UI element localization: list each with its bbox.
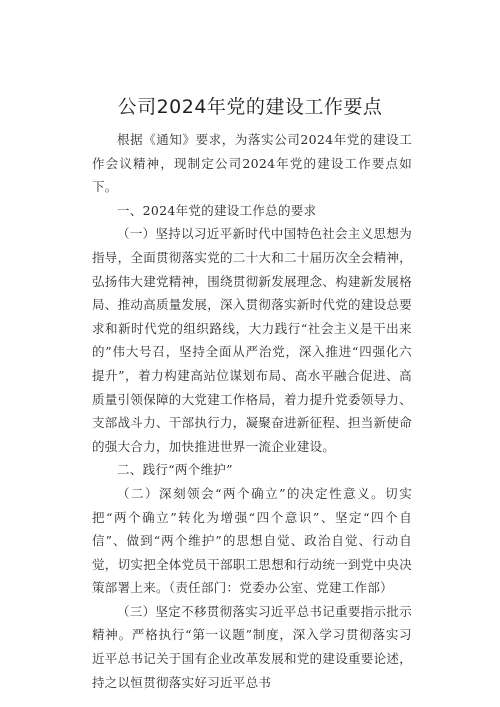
document-body [92, 128, 412, 694]
section-heading-1: 一、2024年党的建设工作总的要求 [117, 202, 317, 218]
paragraph-item-3: （三）坚定不移贯彻落实习近平总书记重要指示批示精神。严格执行“第一议题”制度，深入学习贯彻落实习近平总书记关于国有企业改革发展和党的建设重要论述，持之以恒贯彻落实好习近平总书 [92, 603, 413, 690]
paragraph-item-1: （一）坚持以习近平新时代中国特色社会主义思想为指导，全面贯彻落实党的二十大和二十届历次全会精神，弘扬伟大建党精神，围绕贯彻新发展理念、构建新发展格局、推动高质量发展，深入贯彻落实新时代党的建设总要求和新时代党的组织路线，大力践行“社会主义是干出来的”伟大号召，坚持全面从严治党，深入推进“四强化六提升”，着力构建高站位谋划布局、高水平融合促进、高质量引领保障的大党建工作格局，着力提升党委领导力、支部战斗力、干部执行力，凝聚奋进新征程、担当新使命的强大合力，加快推进世界一流企业建设。 [92, 226, 413, 454]
intro-paragraph: 根据《通知》要求，为落实公司2024年党的建设工作会议精神，现制定公司2024年党的建设工作要点如下。 [92, 132, 412, 195]
paragraph-item-2: （二）深刻领会“两个确立”的决定性意义。切实把“两个确立”转化为增强“四个意识”、坚定“四个自信”、做到“两个维护”的思想自觉、政治自觉、行动自觉，切实把全体党员干部职工思想和行动统一到党中央决策部署上来。（责任部门：党委办公室、党建工作部） [92, 485, 413, 596]
document-title: 公司2024年党的建设工作要点 [117, 96, 383, 118]
section-heading-2: 二、践行“两个维护” [117, 462, 233, 478]
